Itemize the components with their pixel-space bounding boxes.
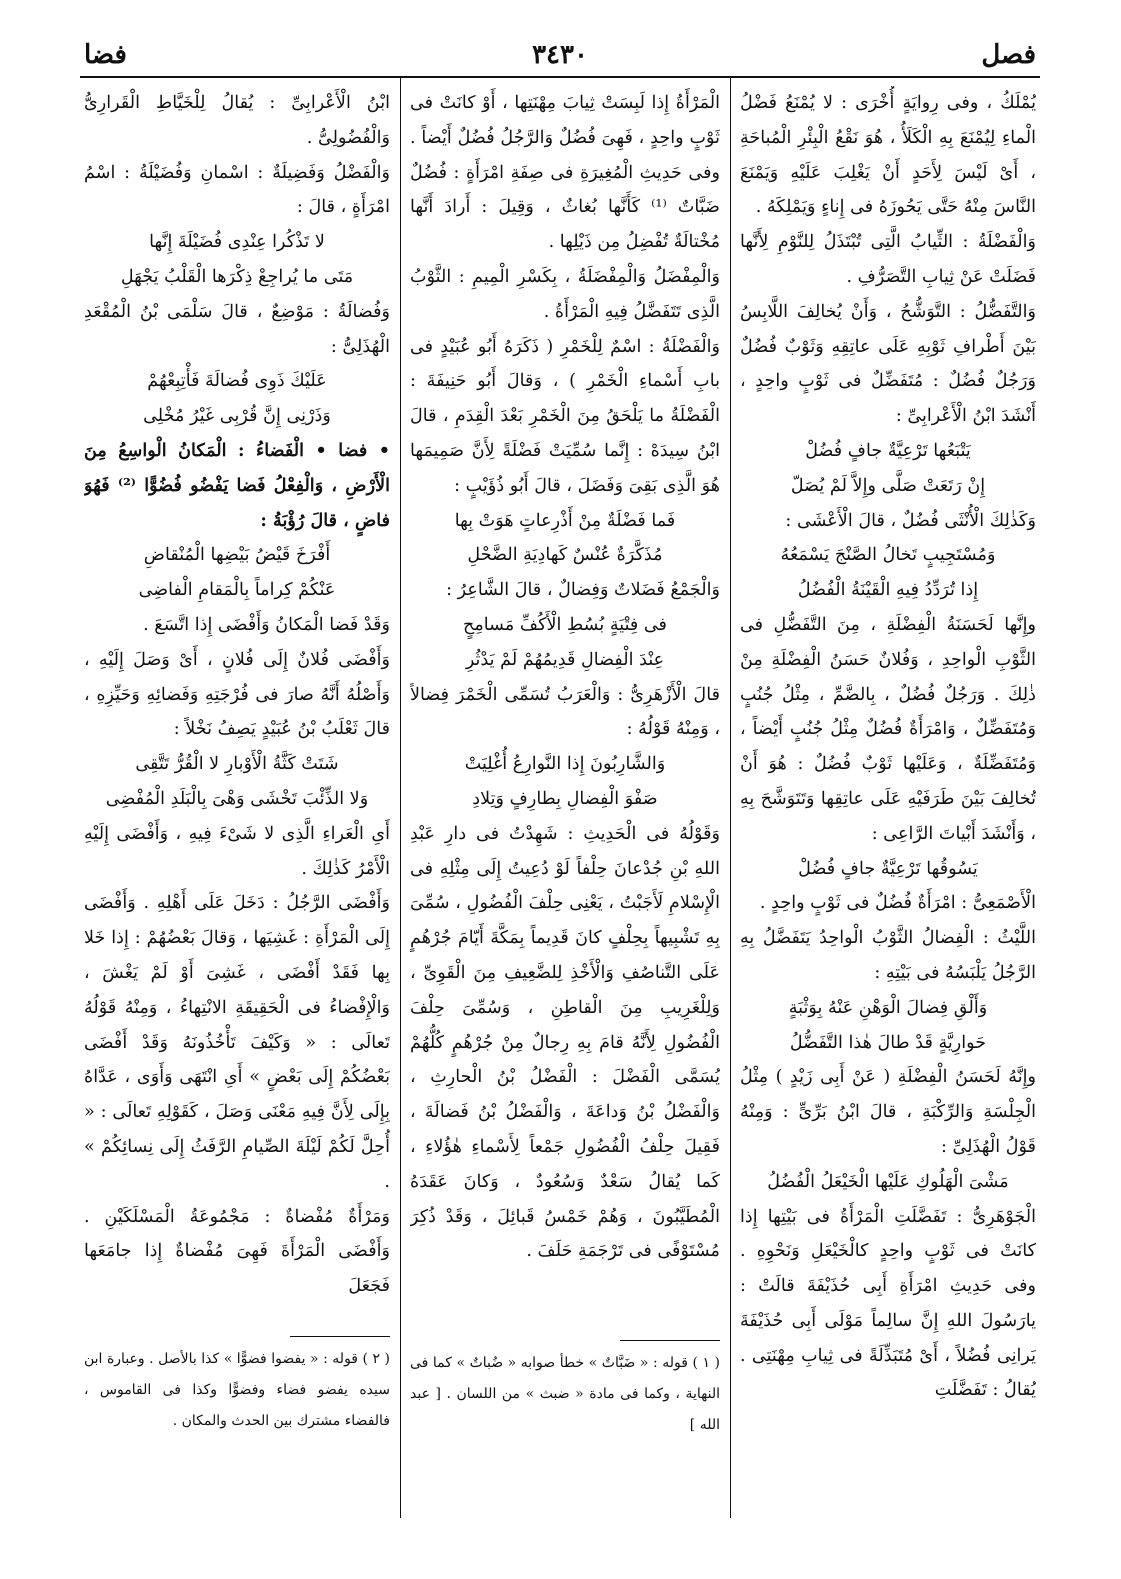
- verse-line: مَشْىَ الْهَلُوكِ عَلَيْها الْخَيْعَلُ الْفُضُلُ: [767, 1171, 1009, 1192]
- paragraph: وَالْمِفْضَلُ وَالْمِفْضَلَةُ ، بِكَسْرِ الْمِيمِ : الثَّوْبُ الَّذِى تَتَفَضَّلُ فِيهِ الْمَرْأَةُ .: [410, 266, 720, 322]
- footnote-rule-left: [290, 1336, 390, 1337]
- paragraph: الْأَصْمَعِىُّ : امْرَأَةٌ فُضُلٌ فى ثَوْبٍ واحِدٍ .: [759, 893, 1036, 914]
- paragraph: يُمْلَكُ ، وفى رِوايَةٍ أُخْرَى : لا يُمْنَعُ فَضْلُ الْماءِ لِيُمْنَعَ بِهِ الْكَلَأُ ، هُوَ نَقْعُ الْبِئْرِ الْمُباحَةِ ، أَىْ لَيْسَ لِأَحَدٍ أَنْ يَغْلِبَ عَلَيْهِ وَيَمْنَعَ النَّاسَ مِنْهُ حَتَّى يَحُوزَهُ فى إِناءٍ وَيَمْلِكَهُ .: [740, 93, 1036, 218]
- page-header: [80, 38, 1040, 72]
- paragraph: أَىِ الْعَراءِ الَّذِى لا شَىْءَ فِيهِ ، وَأَفْضَى إِلَيْهِ الْأَمْرُ كَذٰلِكَ .: [84, 823, 390, 879]
- header-right-word: فصل: [981, 40, 1036, 70]
- verse-line: عَلَيْكَ ذَوِى فُضالَةَ فَأْتِبِعْهُمْ: [147, 371, 327, 392]
- verse-line: صَفْوَ الْفِضالِ بِطارِفٍ وَتِلادِ: [472, 788, 658, 809]
- footnote-left: ( ٢ ) قوله : « يفضوا فضوًّا » كذا بالأصل . وعبارة ابن سيده يفضو فضاء وفضوًّا وكذا فى القاموس ، فالفضاء مشترك بين الحدث والمكان .: [84, 1351, 390, 1429]
- verse-line: حَوارِيَّةٍ قَدْ طالَ هٰذا التَّفَضُّلُ: [789, 1032, 987, 1053]
- verse-line: لا تَذْكُرا عِنْدِى فُضَيْلَةَ إِنَّها: [149, 232, 325, 253]
- paragraph: وإِنَّها لَحَسَنَةُ الْفِضْلَةِ ، مِنَ التَّفَضُّلِ فى الثَّوْبِ الْواحِدِ ، وَفُلانٌ حَسَنُ الْفِضْلَةِ مِنْ ذٰلِكَ . وَرَجُلٌ فُضُلٌ ، بِالضَّمِّ ، مِثْلُ جُنُبٍ وَمُتَفَضِّلٌ ، وَامْرَأَةٌ فُضُلٌ مِثْلُ جُنُبٍ أَيْضاً ، وَمُتَفَضِّلَةٌ ، وَعَلَيْها ثَوْبٌ فُضُلٌ : هُوَ أَنْ تُخالِفَ بَيْنَ طَرَفَيْهِ عَلَى عاتِقِها وَتَتَوَشَّحَ بِهِ ، وَأَنْشَدَ أَبْياتَ الرَّاعِى :: [740, 614, 1036, 844]
- verse-line: وَأَلْقِ فِضالَ الْوَهْنِ عَنْهُ بِوَثْبَةٍ: [788, 997, 988, 1018]
- header-rule: [80, 76, 1040, 78]
- paragraph: وَالتَّفَضُّلُ : التَّوَشُّحُ ، وَأَنْ يُخالِفَ اللَّابِسُ بَيْنَ أَطْرافِ ثَوْبِهِ عَلَى عاتِقِهِ وَثَوْبٌ فُضُلٌ وَرَجُلٌ فُضُلٌ : مُتَفَضِّلٌ فى ثَوْبٍ واحِدٍ ، أَنْشَدَ ابْنُ الْأَعْرابِىِّ :: [740, 301, 1036, 427]
- paragraph: ابْنُ الْأَعْرابِىِّ : يُقالُ لِلْخَيَّاطِ الْقَرارِىُّ وَالْفُضُولِىُّ .: [84, 93, 390, 148]
- paragraph: الْجَوْهَرِىُّ : تَفَضَّلَتِ الْمَرْأَةُ فى بَيْتِها إِذا كانَتْ فى ثَوْبٍ واحِدٍ كالْخَيْعَلِ وَنَحْوِهِ . وفى حَدِيثِ امْرَأَةِ أَبِى حُذَيْفَةَ قالَتْ : يارَسُولَ اللهِ إِنَّ سالِماً مَوْلَى أَبِى حُذَيْفَةَ يَرانِى فُضُلاً ، أَىْ مُتَبَذِّلَةً فى ثِيابِ مِهْنَتِى . يُقالُ : تَفَضَّلَتِ: [740, 1206, 1036, 1401]
- paragraph: وَفُضالَةُ : مَوْضِعٌ ، قالَ سَلْمَى بْنُ الْمُقْعَدِ الْهُذَلِىُّ :: [84, 301, 390, 357]
- paragraph: وَالْفَضْلُ وَفَضِيلَةٌ : اسْمانِ وَفُضَيْلَةُ : اسْمُ امْرَأَةٍ ، قالَ :: [84, 162, 390, 218]
- column-left: [84, 86, 390, 1326]
- verse-line: إِذا تُرَدِّدُ فِيهِ الْقَيْنَةُ الْفُضُلُ: [797, 580, 979, 601]
- column-divider-right: [730, 78, 731, 1518]
- column-right: [740, 86, 1036, 1516]
- verse-line: وَذَرْنِى إِنَّ قُرْبِى غَيْرُ مُخْلِى: [143, 406, 331, 427]
- paragraph: وَالْفَضْلَةُ : اسْمٌ لِلْخَمْرِ ( ذَكَرَهُ أَبُو عُبَيْدٍ فى بابِ أَسْماءِ الْخَمْرِ ) ، وَقالَ أَبُو حَنِيفَةَ : الْفَضْلَةُ ما يَلْحَقُ مِنَ الْخَمْرِ بَعْدَ الْقِدَمِ ، قالَ ابْنُ سِيدَهْ : إِنَّما سُمِّيَتْ فَضْلَةً لِأَنَّ صَمِيمَها هُوَ الَّذِى بَقِىَ وَفَضَلَ ، قالَ أَبُو ذُؤَيْبٍ :: [410, 336, 720, 496]
- verse-line: أَفْرَخَ قَيْضُ بَيْضِها الْمُنْقاضِ: [143, 545, 331, 566]
- verse-line: فى فِتْيَةٍ بُسُطِ الْأَكُفِّ مَسامِحٍ: [463, 614, 667, 635]
- verse-line: فَما فَضْلَةٌ مِنْ أَذْرِعاتٍ هَوَتْ بِها: [454, 510, 676, 531]
- paragraph: وَقَوْلُهُ فى الْحَدِيثِ : شَهِدْتُ فى دارِ عَبْدِ اللهِ بْنِ جُدْعانَ حِلْفاً لَوْ دُعِيتُ إِلَى مِثْلِهِ فى الْإِسْلامِ لَأَجَبْتُ ، يَعْنِى حِلْفَ الْفُضُولِ ، سُمِّىَ بِهِ تَشْبِيهاً بِحِلْفٍ كانَ قَدِيماً بِمَكَّةَ أَيّامَ جُرْهُمٍ عَلَى التَّناصُفِ وَالْأَخْذِ لِلضَّعِيفِ مِنَ الْقَوِىِّ ، وَلِلْغَرِيبِ مِنَ الْقاطِنِ ، وَسُمِّىَ حِلْفَ الْفُضُولِ لِأَنَّهُ قامَ بِهِ رِجالٌ مِنْ جُرْهُمٍ كُلُّهُمْ يُسَمَّى الْفَضْلَ : الْفَضْلُ بْنُ الْحارِثِ ، وَالْفَضْلُ بْنُ وَداعَةَ ، وَالْفَضْلُ بْنُ فَضالَةَ ، فَقِيلَ حِلْفُ الْفُضُولِ جَمْعاً لِأَسْماءِ هٰؤُلاءِ ، كَما يُقالُ سَعْدٌ وَسُعُودٌ ، وَكانَ عَقَدَهُ الْمُطَيَّبُونَ ، وَهُمْ خَمْسُ قَبائِلَ ، وَقَدْ ذُكِرَ مُسْتَوْفًى فى تَرْجَمَةِ حَلَفَ .: [410, 823, 720, 1262]
- paragraph: وَأَفْضَى فُلانٌ إِلَى فُلانٍ ، أَىْ وَصَلَ إِلَيْهِ ، وَأَصْلُهُ أَنَّهُ صارَ فى فُرْجَتِهِ وَفَضائِهِ وَحَيِّزِهِ ، قالَ ثَعْلَبُ بْنُ عُبَيْدٍ يَصِفُ نَخْلاً :: [84, 649, 390, 740]
- paragraph: وَكَذٰلِكَ الْأُنْثَى فُضُلٌ ، قالَ الْأَعْشَى :: [785, 510, 1036, 531]
- header-left-word: فضا: [84, 40, 127, 70]
- verse-line: إِنْ رَتَعَتْ صَلَّى وإِلاَّ لَمْ يُصَلّ: [790, 475, 986, 496]
- paragraph: الْمَرْأَةُ إِذا لَبِسَتْ ثِيابَ مِهْنَتِها ، أَوْ كانَتْ فى ثَوْبٍ واحِدٍ ، فَهِىَ فُضُلٌ وَالرَّجُلُ فُضُلٌ أَيْضاً . وفى حَدِيثِ الْمُغِيرَةِ فى صِفَةِ امْرَأَةٍ : فُضُلٌ ضَبَّاتٌ ⁽¹⁾ كَأَنَّها بُغاثٌ ، وَقِيلَ : أَرادَ أَنَّها مُخْتالَةٌ تُفْضِلُ مِن ذَيْلِها .: [410, 93, 720, 253]
- page-number: ٣٤٣٠: [532, 40, 588, 70]
- verse-line: يَسُوقُها تَرْعِيَّةٌ جافٍ فُضُلْ: [798, 858, 978, 879]
- verse-line: وَمُسْتَجِيبٍ تَخالُ الصَّنْجَ يَسْمَعُهُ: [780, 545, 996, 566]
- paragraph: وَمَرْأَةٌ مُفْضاةٌ : مَجْمُوعَةُ الْمَسْلَكَيْنِ . وَأَفْضَى الْمَرْأَةَ فَهِىَ مُفْضاةٌ إِذا جامَعَها فَجَعَلَ: [84, 1206, 390, 1297]
- entry-paragraph: • فضا • الْفَضاءُ : الْمَكانُ الْواسِعُ مِنَ الْأَرْضِ ، وَالْفِعْلُ فَضا يَفْضُو فُضُوًّا ⁽²⁾ فَهُوَ فاضٍ ، قالَ رُؤْبَةُ :: [84, 439, 390, 531]
- column-middle: [410, 86, 720, 1316]
- verse-line: شَتَتْ كَثَّةُ الْأَوْبارِ لا الْقُرُّ تَتَّقِى: [135, 754, 339, 775]
- verse-line: عَنْكُمْ كِراماً بِالْمَقامِ الْفاضِى: [138, 580, 336, 601]
- footnote-middle: ( ١ ) قوله : « ضَبَّاتٌ » خطأ صوابه « ضُباتٌ » كما فى النهاية ، وكما فى مادة « ضبث » من اللسان . [ عبد الله ]: [410, 1355, 720, 1433]
- paragraph: وَأَفْضَى الرَّجُلُ : دَخَلَ عَلَى أَهْلِهِ . وَأَفْضَى إِلَى الْمَرْأَةِ : غَشِيَها ، وَقالَ بَعْضُهُمْ : إِذا خَلا بِها فَقَدْ أَفْضَى ، غَشِىَ أَوْ لَمْ يَغْشَ ، وَالْإِفْضاءُ فى الْحَقِيقَةِ الانْتِهاءُ ، وَمِنْهُ قَوْلُهُ تَعالَى : « وَكَيْفَ تَأْخُذُونَهُ وَقَدْ أَفْضَى بَعْضُكُمْ إِلَى بَعْضٍ » أَىِ انْتَهَى وَأَوَى ، عَدَّاهُ بِإِلَى لِأَنَّ فِيهِ مَعْنَى وَصَلَ ، كَقَوْلِهِ تَعالَى : « أُحِلَّ لَكُمْ لَيْلَةَ الصِّيامِ الرَّفَثُ إِلَى نِسائِكُمْ » .: [84, 893, 390, 1192]
- paragraph: وَالْفَضْلَةُ : الثِّيابُ الَّتِى تُبْتَذَلُ لِلنَّوْمِ لِأَنَّها فَضَلَتْ عَنْ ثِيابِ التَّصَرُّفِ .: [740, 232, 1036, 287]
- verse-line: مَتَى ما يُراجِعْ ذِكْرَها الْقَلْبُ يَجْهَلِ: [120, 266, 354, 287]
- footnote-rule-middle: [620, 1340, 720, 1341]
- column-divider-left: [400, 78, 401, 1518]
- paragraph: وَقَدْ فَضا الْمَكانُ وَأَفْضَى إِذا اتَّسَعَ .: [143, 614, 390, 635]
- paragraph: اللَّيْثُ : الْفِضالُ الثَّوْبُ الْواحِدُ يَتَفَضَّلُ بِهِ الرَّجُلُ يَلْبَسُهُ فى بَيْتِهِ :: [740, 928, 1036, 983]
- paragraph: قالَ الْأَزْهَرِىُّ : وَالْعَرَبُ تُسَمِّى الْخَمْرَ فِضالاً ، وَمِنْهُ قَوْلُهُ :: [410, 684, 720, 740]
- verse-line: مُذَكَّرَةٌ عُنْسٌ كَهادِيَةِ الضَّحْلِ: [467, 545, 663, 566]
- verse-line: عِنْدَ الْفِضالِ قَدِيمُهُمْ لَمْ يَدْثُرِ: [465, 649, 665, 670]
- paragraph: وَالْجَمْعُ فَضَلاتٌ وَفِضالٌ ، قالَ الشَّاعِرُ :: [446, 580, 720, 601]
- verse-line: وَالشَّارِبُونَ إِذا النَّوارِعُ أُغْلِيَتْ: [464, 754, 666, 775]
- paragraph: وإِنَّهُ لَحَسَنُ الْفِضْلَةِ ( عَنْ أَبِى زَيْدٍ ) مِثْلُ الْجِلْسَةِ وَالرِّكْبَةِ ، قالَ ابْنُ بَرِّىٍّ : وَمِنْهُ قَوْلُ الْهُذَلِىِّ :: [740, 1067, 1036, 1157]
- verse-line: يَتْبَعُها تَرْعِيَّةٌ جافٍ فُضُلْ: [805, 440, 971, 461]
- verse-line: وَلا الذِّئْبَ تَخْشَى وَهْىَ بِالْبَلَدِ الْمُفْضِى: [105, 788, 369, 809]
